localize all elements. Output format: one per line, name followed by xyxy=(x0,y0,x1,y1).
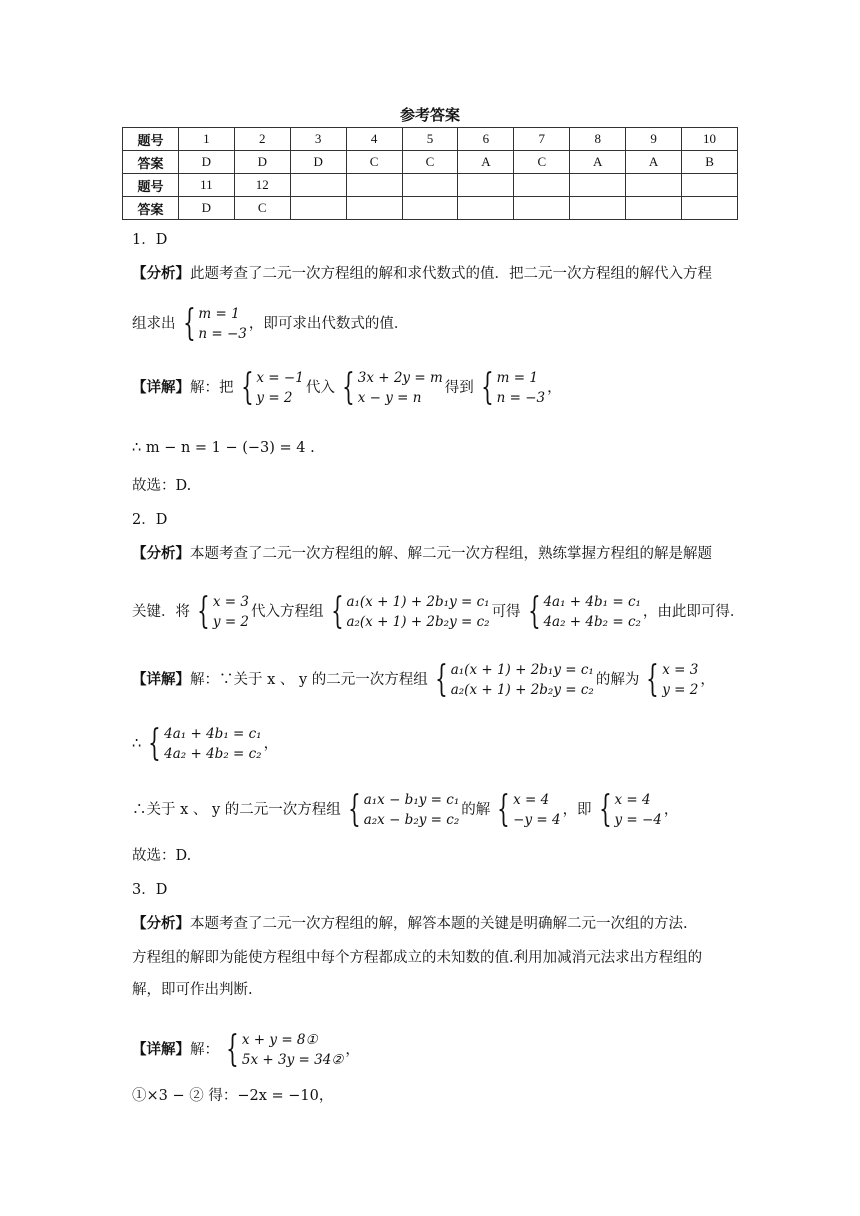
equation: a₁x − b₁y = c₁ xyxy=(363,792,460,808)
table-cell xyxy=(570,197,626,220)
table-cell: C xyxy=(346,151,402,174)
table-row xyxy=(123,151,738,174)
answer-table xyxy=(122,127,738,220)
table-cell: 4 xyxy=(346,128,402,151)
equation-system: { x = 4 y = −4 xyxy=(598,789,662,830)
equation-system: { m = 1 n = −3 xyxy=(480,367,546,408)
detail-text: ， xyxy=(663,802,679,818)
table-cell: A xyxy=(570,151,626,174)
equation: y = 2 xyxy=(662,682,699,698)
table-cell xyxy=(514,197,570,220)
detail-text: 得到 xyxy=(444,380,474,396)
equation-system: { 4a₁ + 4b₁ = c₁ 4a₂ + 4b₂ = c₂ xyxy=(527,591,641,632)
equation: 4a₂ + 4b₂ = c₂ xyxy=(543,614,641,630)
table-cell xyxy=(402,174,458,197)
equation: n = −3 xyxy=(198,326,247,342)
table-cell xyxy=(346,197,402,220)
q2-result-line xyxy=(132,790,678,830)
table-cell: 答案 xyxy=(123,197,179,220)
equation: n = −3 xyxy=(496,390,546,406)
equation: 4a₂ + 4b₂ = c₂ xyxy=(164,746,262,762)
equation: a₂(x + 1) + 2b₂y = c₂ xyxy=(346,614,490,630)
detail-text: 的解 xyxy=(461,802,491,818)
equation-system: { x = 4 −y = 4 xyxy=(497,789,561,830)
detail-text: ， xyxy=(700,672,715,688)
table-row xyxy=(123,197,738,220)
equation: x = 3 xyxy=(212,594,250,610)
table-cell: D xyxy=(178,151,234,174)
table-cell xyxy=(346,174,402,197)
q1-detail-line xyxy=(132,368,562,408)
q2-therefore-line xyxy=(132,724,278,764)
equation: y = 2 xyxy=(212,614,250,630)
equation: x = −1 xyxy=(256,370,304,386)
q2-analysis-line2 xyxy=(132,592,744,632)
table-cell: 6 xyxy=(458,128,514,151)
detail-text: ， xyxy=(547,380,562,396)
equation: m = 1 xyxy=(198,306,240,322)
equation-system: { x = 3 y = 2 xyxy=(197,591,250,632)
table-cell: 题号 xyxy=(123,128,179,151)
analysis-text: ，即可求出代数式的值． xyxy=(248,316,409,332)
table-cell xyxy=(290,174,346,197)
equation: m = 1 xyxy=(496,370,538,386)
equation: y = 2 xyxy=(256,390,293,406)
table-cell: D xyxy=(234,151,290,174)
equation: −y = 4 xyxy=(513,812,561,828)
equation-system: { a₁(x + 1) + 2b₁y = c₁ a₂(x + 1) + 2b₂y = c₂ xyxy=(330,591,490,632)
analysis-tag: 【分析】 xyxy=(132,546,190,562)
page-title: 参考答案 xyxy=(399,106,460,124)
table-cell xyxy=(402,197,458,220)
analysis-text: 本题考查了二元一次方程组的解、解二元一次方程组，熟练掌握方程组的解是解题 xyxy=(190,546,712,562)
table-cell xyxy=(626,174,682,197)
analysis-text: 可得 xyxy=(491,604,521,620)
detail-text: ， xyxy=(263,736,279,752)
equation: 5x + 3y = 34② xyxy=(241,1052,344,1068)
q1-therefore: ∴ m − n = 1 − (−3) = 4 . xyxy=(132,440,315,456)
detail-text: 代入 xyxy=(305,380,335,396)
equation-system: { a₁x − b₁y = c₁ a₂x − b₂y = c₂ xyxy=(347,789,460,830)
q2-detail-line xyxy=(132,660,715,700)
equation: x = 4 xyxy=(614,792,651,808)
table-cell xyxy=(514,174,570,197)
table-cell: 10 xyxy=(682,128,738,151)
equation-system: { a₁(x + 1) + 2b₁y = c₁ a₂(x + 1) + 2b₂y = c₂ xyxy=(434,659,594,700)
q1-analysis-line1 xyxy=(132,264,712,284)
equation: y = −4 xyxy=(614,812,662,828)
table-cell xyxy=(682,174,738,197)
q3-step: ①×3 − ② 得：−2x = −10， xyxy=(132,1088,334,1104)
table-cell: D xyxy=(178,197,234,220)
detail-text: 解：把 xyxy=(190,380,234,396)
equation: 3x + 2y = m xyxy=(357,370,443,386)
equation: a₂(x + 1) + 2b₂y = c₂ xyxy=(450,682,594,698)
detail-text: ， xyxy=(345,1042,360,1058)
analysis-text: 本题考查了二元一次方程组的解，解答本题的关键是明确解二元一次组的方法. xyxy=(190,916,688,932)
q2-heading: 2．D xyxy=(132,512,168,528)
analysis-text: 此题考查了二元一次方程组的解和求代数式的值．把二元一次方程组的解代入方程 xyxy=(190,266,712,282)
detail-tag: 【详解】 xyxy=(132,1042,190,1058)
q1-choose: 故选：D. xyxy=(132,478,192,494)
table-cell: 7 xyxy=(514,128,570,151)
equation: 4a₁ + 4b₁ = c₁ xyxy=(543,594,641,610)
table-cell: 8 xyxy=(570,128,626,151)
q3-analysis-line1 xyxy=(132,914,688,934)
equation: 4a₁ + 4b₁ = c₁ xyxy=(164,726,262,742)
table-cell: 3 xyxy=(290,128,346,151)
detail-text: 解： xyxy=(190,1042,219,1058)
table-cell: A xyxy=(458,151,514,174)
table-cell: 题号 xyxy=(123,174,179,197)
table-cell: A xyxy=(626,151,682,174)
table-cell: C xyxy=(402,151,458,174)
equation-system: { 3x + 2y = m x − y = n xyxy=(341,367,443,408)
table-cell: C xyxy=(234,197,290,220)
analysis-text: 组求出 xyxy=(132,316,176,332)
analysis-tag: 【分析】 xyxy=(132,916,190,932)
table-cell: D xyxy=(290,151,346,174)
q3-detail-line xyxy=(132,1030,360,1070)
table-cell: 答案 xyxy=(123,151,179,174)
q3-heading: 3．D xyxy=(132,882,168,898)
table-row xyxy=(123,128,738,151)
table-cell: B xyxy=(682,151,738,174)
equation-system: { m = 1 n = −3 xyxy=(182,303,247,344)
table-cell: 12 xyxy=(234,174,290,197)
table-cell xyxy=(458,197,514,220)
q3-analysis-line3: 解，即可作出判断. xyxy=(132,982,253,998)
equation: x + y = 8① xyxy=(241,1032,318,1048)
equation-system: { x + y = 8① 5x + 3y = 34② xyxy=(226,1029,344,1070)
detail-text: ，即 xyxy=(562,802,592,818)
table-cell xyxy=(682,197,738,220)
detail-text: 的解为 xyxy=(595,672,640,688)
equation: a₂x − b₂y = c₂ xyxy=(363,812,460,828)
equation: x = 3 xyxy=(662,662,699,678)
analysis-tag: 【分析】 xyxy=(132,266,190,282)
analysis-text: 代入方程组 xyxy=(251,604,324,620)
q3-analysis-line2: 方程组的解即为能使方程组中每个方程都成立的未知数的值.利用加减消元法求出方程组的 xyxy=(132,950,703,966)
table-cell: C xyxy=(514,151,570,174)
equation: a₁(x + 1) + 2b₁y = c₁ xyxy=(346,594,490,610)
q2-analysis-line1 xyxy=(132,544,712,564)
table-row xyxy=(123,174,738,197)
table-cell xyxy=(458,174,514,197)
table-cell xyxy=(290,197,346,220)
q1-heading: 1．D xyxy=(132,232,168,248)
table-cell xyxy=(570,174,626,197)
q2-choose: 故选：D. xyxy=(132,848,192,864)
equation: a₁(x + 1) + 2b₁y = c₁ xyxy=(450,662,594,678)
analysis-text: ，由此即可得． xyxy=(642,604,745,620)
table-cell: 9 xyxy=(626,128,682,151)
table-cell: 11 xyxy=(178,174,234,197)
analysis-text: 关键．将 xyxy=(132,604,190,620)
detail-tag: 【详解】 xyxy=(132,380,190,396)
therefore-symbol: ∴ xyxy=(132,736,142,752)
table-cell: 5 xyxy=(402,128,458,151)
equation-system: { x = 3 y = 2 xyxy=(646,659,699,700)
equation-system: { 4a₁ + 4b₁ = c₁ 4a₂ + 4b₂ = c₂ xyxy=(148,723,262,764)
table-cell: 2 xyxy=(234,128,290,151)
table-cell: 1 xyxy=(178,128,234,151)
equation: x = 4 xyxy=(513,792,550,808)
detail-text: ∴关于 x 、 y 的二元一次方程组 xyxy=(132,802,341,818)
equation: x − y = n xyxy=(357,390,422,406)
detail-tag: 【详解】 xyxy=(132,672,190,688)
q1-analysis-line2 xyxy=(132,304,408,344)
equation-system: { x = −1 y = 2 xyxy=(240,367,304,408)
table-cell xyxy=(626,197,682,220)
detail-text: 解：∵关于 x 、 y 的二元一次方程组 xyxy=(190,672,428,688)
